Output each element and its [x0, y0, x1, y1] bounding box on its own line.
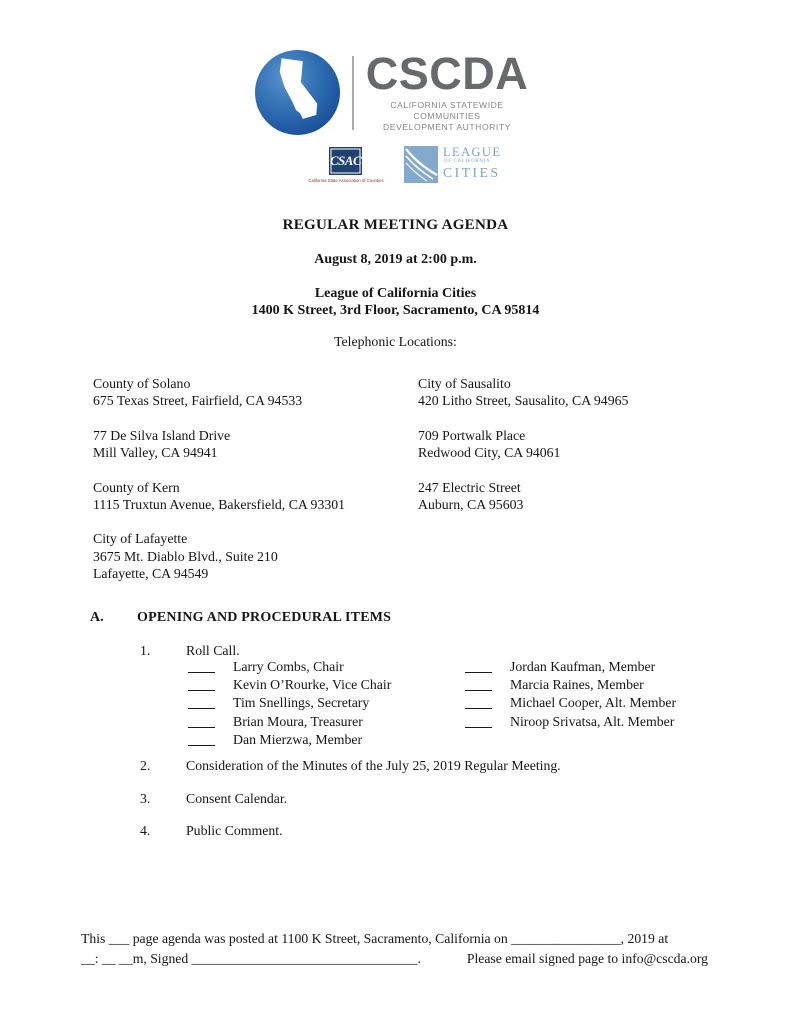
telephonic-locations-label: Telephonic Locations:	[334, 334, 457, 349]
league-logo-word1: LEAGUE	[443, 145, 502, 159]
league-logo-word2: OF CALIFORNIA	[444, 159, 491, 164]
cscda-logo-acronym: CSCDA	[365, 48, 529, 99]
venue-address: 1400 K Street, 3rd Floor, Sacramento, CA 95814	[251, 303, 540, 318]
location-line: City of Lafayette	[93, 531, 188, 547]
roll-call-blank-line	[465, 690, 492, 691]
roll-call-name: Brian Moura, Treasurer	[233, 713, 363, 729]
meeting-venue	[0, 285, 791, 319]
roll-call-blank-line	[188, 672, 215, 673]
location-solano	[93, 375, 345, 410]
csac-logo-acronym: CSAC	[329, 153, 362, 168]
roll-call-name: Dan Mierzwa, Member	[233, 731, 363, 747]
document-title: REGULAR MEETING AGENDA	[282, 217, 509, 233]
section-a-title: OPENING AND PROCEDURAL ITEMS	[137, 610, 392, 625]
league-logo	[443, 146, 501, 179]
location-kern	[93, 479, 345, 514]
location-line: County of Kern	[93, 479, 180, 495]
cscda-logo	[362, 48, 532, 133]
league-logo-word3: CITIES	[443, 164, 501, 180]
roll-call-name: Jordan Kaufman, Member	[510, 659, 656, 674]
location-line: 3675 Mt. Diablo Blvd., Suite 210	[93, 548, 278, 564]
location-line: Redwood City, CA 94061	[418, 445, 561, 461]
footer-signature-blank: __: __ __m, Signed _________________________________.	[81, 950, 421, 966]
location-line: 420 Litho Street, Sausalito, CA 94965	[418, 393, 629, 409]
venue-name: League of California Cities	[314, 286, 477, 301]
roll-call-name: Niroop Srivatsa, Alt. Member	[510, 713, 675, 729]
location-auburn	[418, 479, 628, 514]
location-line: 675 Texas Street, Fairfield, CA 94533	[93, 393, 303, 409]
item-1-text: Roll Call.	[186, 643, 240, 658]
location-sausalito	[418, 375, 628, 410]
roll-call-name: Marcia Raines, Member	[510, 677, 644, 693]
roll-call-name: Michael Cooper, Alt. Member	[510, 695, 677, 711]
location-line: 247 Electric Street	[418, 479, 521, 495]
roll-call-blank-line	[188, 708, 215, 709]
roll-call-blank-line	[465, 727, 492, 728]
location-line: 709 Portwalk Place	[418, 427, 526, 443]
item-2-number: 2.	[140, 758, 151, 773]
item-4-text: Public Comment.	[186, 823, 283, 838]
footer-email-note: Please email signed page to info@cscda.org	[466, 950, 708, 966]
location-lafayette	[93, 530, 345, 582]
item-2-text: Consideration of the Minutes of the July 25, 2019 Regular Meeting.	[186, 758, 561, 773]
league-logo-swoosh-icon	[404, 146, 438, 183]
cscda-logo-divider	[352, 56, 354, 130]
roll-call-name: Kevin O’Rourke, Vice Chair	[233, 677, 392, 693]
location-mill-valley	[93, 427, 345, 462]
location-line: Lafayette, CA 94549	[93, 566, 209, 582]
item-4-number: 4.	[140, 823, 151, 838]
meeting-datetime: August 8, 2019 at 2:00 p.m.	[314, 252, 477, 267]
footer-line2	[81, 949, 708, 969]
location-line: County of Solano	[93, 376, 191, 391]
location-line: City of Sausalito	[418, 376, 511, 391]
location-line: 1115 Truxtun Avenue, Bakersfield, CA 93301	[93, 497, 346, 513]
locations-right-column	[418, 375, 628, 530]
csac-logo	[329, 147, 362, 175]
california-state-icon	[273, 55, 323, 130]
roll-call-name: Tim Snellings, Secretary	[233, 695, 370, 711]
roll-call-blank-line	[465, 708, 492, 709]
location-redwood-city	[418, 427, 628, 462]
roll-call-blank-line	[188, 690, 215, 691]
roll-call-blank-line	[188, 745, 215, 746]
location-line: Mill Valley, CA 94941	[93, 445, 218, 461]
location-line: Auburn, CA 95603	[418, 497, 524, 513]
section-a-letter: A.	[90, 610, 104, 625]
roll-call-name: Larry Combs, Chair	[233, 659, 344, 674]
roll-call-blank-line	[188, 727, 215, 728]
item-1-number: 1.	[140, 643, 151, 658]
locations-left-column	[93, 375, 345, 600]
item-3-text: Consent Calendar.	[186, 791, 288, 806]
footer-line1: This ___ page agenda was posted at 1100 K Street, Sacramento, California on ________________, 2019 at	[81, 931, 669, 946]
posting-footer	[81, 929, 708, 968]
cscda-logo-circle	[255, 50, 340, 135]
csac-logo-caption: California State Association of Counties	[308, 178, 384, 183]
cscda-tagline-line2: DEVELOPMENT AUTHORITY	[383, 121, 511, 132]
item-3-number: 3.	[140, 791, 151, 806]
cscda-tagline-line1: CALIFORNIA STATEWIDE COMMUNITIES	[390, 99, 504, 121]
cscda-logo-tagline	[362, 100, 532, 133]
roll-call-blank-line	[465, 672, 492, 673]
location-line: 77 De Silva Island Drive	[93, 427, 231, 443]
